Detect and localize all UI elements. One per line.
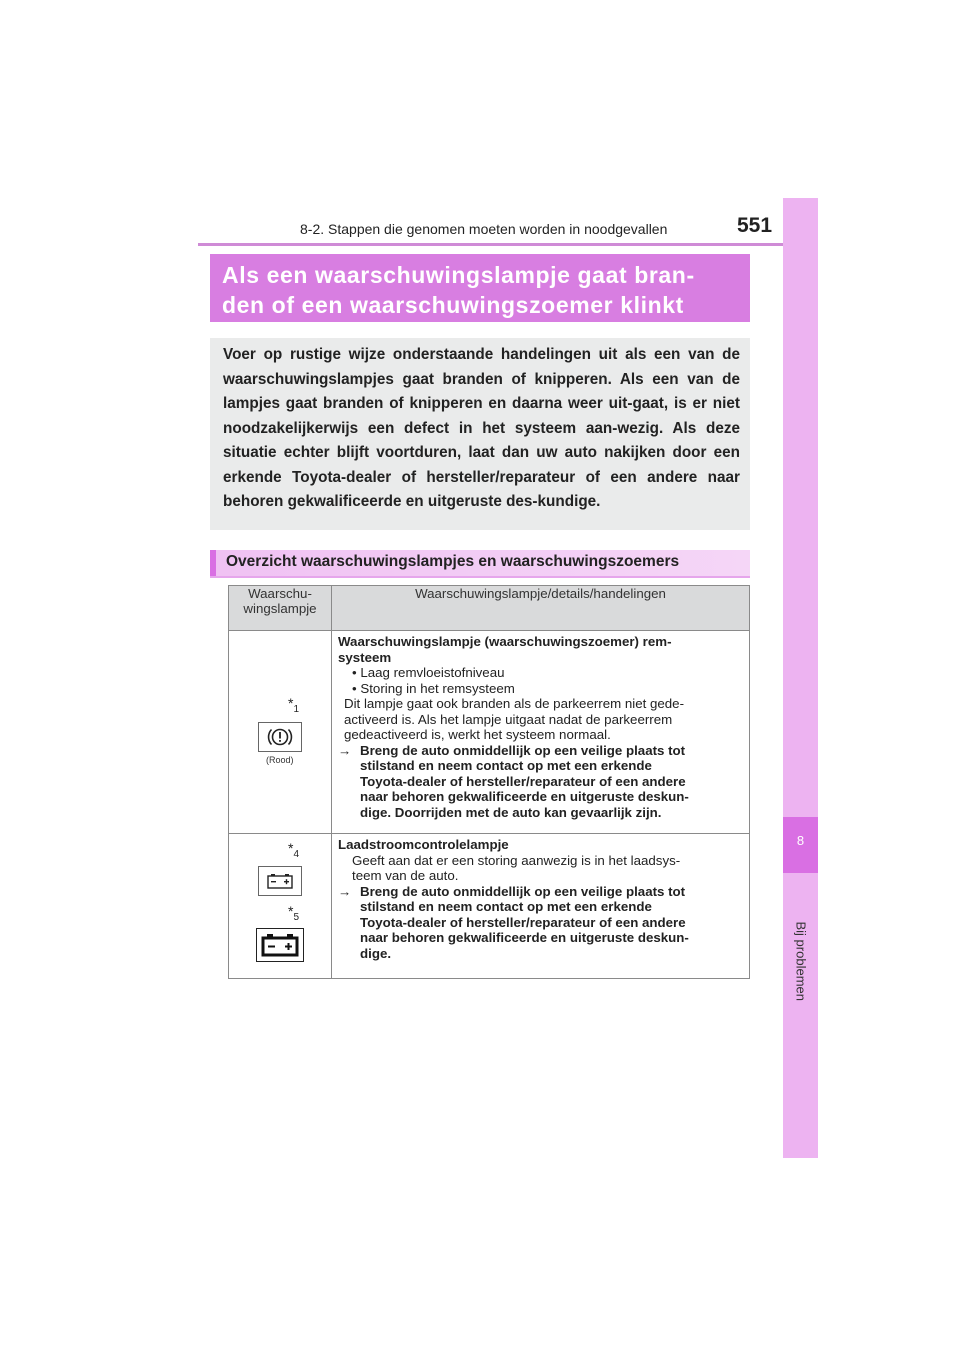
arrow-icon: → [338, 883, 352, 899]
footnote-marker [288, 695, 299, 715]
brake-warning-icon [258, 722, 302, 752]
footnote-marker [288, 840, 299, 860]
bullet-item: • Storing in het remsysteem [352, 680, 515, 696]
footnote-number: 4 [293, 848, 300, 860]
action-line: stilstand en neem contact op met een erkende [360, 899, 652, 914]
action-line: naar behoren gekwalificeerde en uitgeruste deskun- [360, 930, 689, 945]
row-title-line-1: Waarschuwingslampje (waarschuwingszoemer) rem- [338, 634, 672, 649]
action-line: stilstand en neem contact op met een erkende [360, 758, 652, 773]
column-header-light-line-1: Waarschu- [248, 586, 312, 601]
running-header: 8-2. Stappen die genomen moeten worden in noodgevallen [300, 221, 668, 237]
action-line: dige. [360, 945, 392, 961]
subsection-underline [210, 576, 750, 578]
battery-filled-icon [256, 928, 304, 962]
note-line: gedeactiveerd is, werkt het systeem normaal. [344, 727, 611, 742]
details-cell [332, 631, 750, 834]
page-number: 551 [737, 214, 773, 237]
action-line: Breng de auto onmiddellijk op een veilige plaats tot [360, 883, 686, 899]
column-header-details: Waarschuwingslampje/details/handelingen [332, 586, 750, 631]
footnote-marker [288, 903, 299, 923]
footnote-number: 5 [293, 911, 300, 923]
subsection-heading: Overzicht waarschuwingslampjes en waarschuwingszoemers [210, 550, 750, 576]
detail-line: Geeft aan dat er een storing aanwezig is in het laadsys- [352, 852, 681, 868]
row-title-line-2: systeem [338, 649, 392, 665]
table-row [229, 834, 750, 979]
action-line: Toyota-dealer of hersteller/reparateur of een andere [360, 914, 686, 930]
action-block [338, 884, 743, 962]
icon-caption: (Rood) [266, 755, 294, 765]
footnote-number: 1 [293, 703, 300, 715]
column-header-light-line-2: wingslampje [243, 601, 317, 616]
details-cell [332, 834, 750, 979]
table-header-row [229, 586, 750, 631]
footnote-star: * [288, 903, 294, 919]
warning-light-table [228, 585, 750, 979]
chapter-number: 8 [796, 833, 805, 848]
icon-cell [229, 631, 332, 834]
bullet-text: Laag remvloeistofniveau [360, 665, 505, 680]
action-block [338, 743, 743, 821]
bullet-text: Storing in het remsysteem [360, 680, 515, 696]
icon-cell [229, 834, 332, 979]
intro-text: Voer op rustige wijze onderstaande handelingen uit als een van de waarschuwingslampjes gaat branden of knipperen. Als een van de lampjes gaat branden of knipperen en daarna weer uit-gaat, is er niet noodzakelijkerwijs een defect in het systeem aan-wezig. Als deze situatie echter blijft voortduren, laat dan uw auto nakijken door een erkende Toyota-dealer of hersteller/reparateur of een andere naar behoren gekwalificeerde en uitgeruste des-kundige. [223, 346, 740, 510]
column-header-light [229, 586, 332, 631]
header-divider [198, 243, 818, 246]
battery-outline-icon [258, 866, 302, 896]
note-line: Dit lampje gaat ook branden als de parkeerrem niet gede- [344, 696, 685, 711]
detail-line: teem van de auto. [352, 868, 459, 883]
table-row [229, 631, 750, 834]
section-title-box [210, 254, 750, 322]
chapter-title: Bij problemen [793, 921, 809, 1001]
section-title-line-1: Als een waarschuwingslampje gaat bran- [222, 262, 695, 288]
action-line: dige. Doorrijden met de auto kan gevaarlijk zijn. [360, 804, 662, 820]
arrow-icon: → [338, 742, 352, 758]
action-line: Breng de auto onmiddellijk op een veilige plaats tot [360, 742, 686, 758]
note-line: activeerd is. Als het lampje uitgaat nadat de parkeerrem [344, 711, 673, 727]
row-title: Laadstroomcontrolelampje [338, 837, 509, 852]
chapter-side-tab [783, 198, 818, 1158]
action-line: Toyota-dealer of hersteller/reparateur of een andere [360, 773, 686, 789]
intro-box [210, 338, 750, 530]
bullet-item: • Laag remvloeistofniveau [352, 665, 505, 680]
action-line: naar behoren gekwalificeerde en uitgeruste deskun- [360, 789, 689, 804]
section-title-line-2: den of een waarschuwingszoemer klinkt [222, 292, 684, 318]
footnote-star: * [288, 695, 294, 711]
footnote-star: * [288, 840, 294, 856]
